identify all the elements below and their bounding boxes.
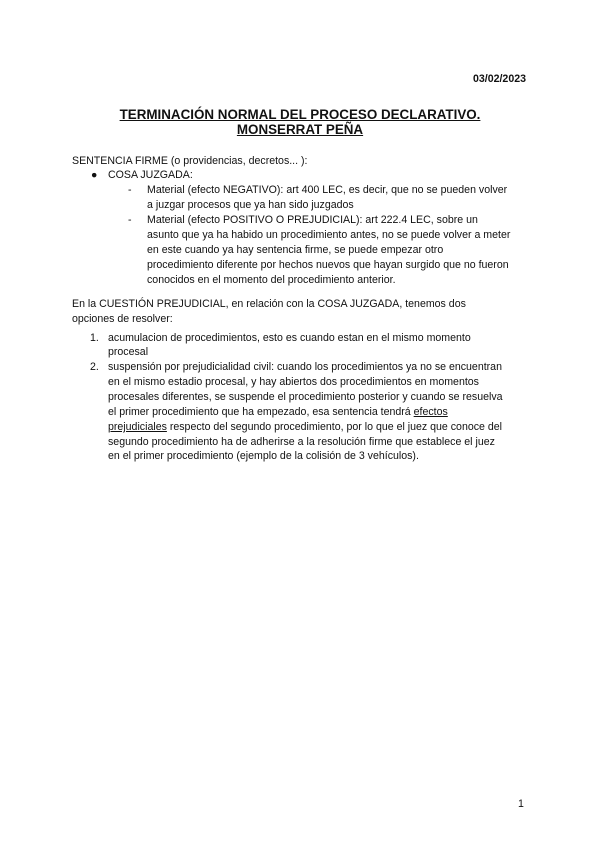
dash-icon: - (128, 184, 132, 196)
list-item-line: segundo procedimiento ha de adherirse a la resolución firme que establece el juez (108, 436, 495, 448)
document-title-line1: TERMINACIÓN NORMAL DEL PROCESO DECLARATIVO. (119, 107, 481, 122)
bullet-cosa-juzgada: COSA JUZGADA: (108, 169, 193, 181)
list-item-line: acumulacion de procedimientos, esto es cuando estan en el mismo momento (108, 332, 471, 344)
list-number: 2. (90, 361, 99, 373)
document-date: 03/02/2023 (472, 73, 526, 85)
item-positivo-line: procedimiento diferente por hechos nuevos que hayan surgido que no fueron (147, 259, 509, 271)
item-positivo-line: Material (efecto POSITIVO O PREJUDICIAL): art 222.4 LEC, sobre un (147, 214, 478, 226)
list-item-line (108, 405, 448, 419)
text: el primer procedimiento que ha empezado, esa sentencia tendrá (108, 406, 414, 418)
list-item-line: suspensión por prejudicialidad civil: cuando los procedimientos ya no se encuentran (108, 361, 502, 373)
section-heading: SENTENCIA FIRME (o providencias, decretos... ): (72, 155, 308, 167)
item-positivo-line: en este cuando ya hay sentencia firme, se puede empezar otro (147, 244, 444, 256)
list-item-line: procesales diferentes, se suspende el procedimiento posterior y cuando se resuelva (108, 391, 503, 403)
paragraph-line: En la CUESTIÓN PREJUDICIAL, en relación con la COSA JUZGADA, tenemos dos (72, 298, 466, 310)
bullet-icon: ● (91, 169, 98, 181)
paragraph-line: opciones de resolver: (72, 313, 173, 325)
text: respecto del segundo procedimiento, por lo que el juez que conoce del (166, 421, 502, 433)
item-positivo-line: conocidos en el momento del procedimiento anterior. (147, 274, 396, 286)
list-item-line: procesal (108, 346, 149, 358)
page-number: 1 (518, 798, 524, 810)
underlined-text: efectos (413, 406, 448, 418)
underlined-text: prejudiciales (108, 421, 167, 433)
document-title-line2: MONSERRAT PEÑA (236, 122, 364, 137)
list-item-line (108, 420, 502, 434)
item-positivo-line: asunto que ya ha habido un procedimiento antes, no se puede volver a meter (147, 229, 511, 241)
dash-icon: - (128, 214, 132, 226)
item-negativo-line: a juzgar procesos que ya han sido juzgados (147, 199, 354, 211)
list-number: 1. (90, 332, 99, 344)
list-item-line: en el mismo estadio procesal, y hay abiertos dos procedimientos en momentos (108, 376, 479, 388)
item-negativo-line: Material (efecto NEGATIVO): art 400 LEC, es decir, que no se pueden volver (147, 184, 508, 196)
list-item-line: en el primer procedimiento (ejemplo de la colisión de 3 vehículos). (108, 450, 419, 462)
